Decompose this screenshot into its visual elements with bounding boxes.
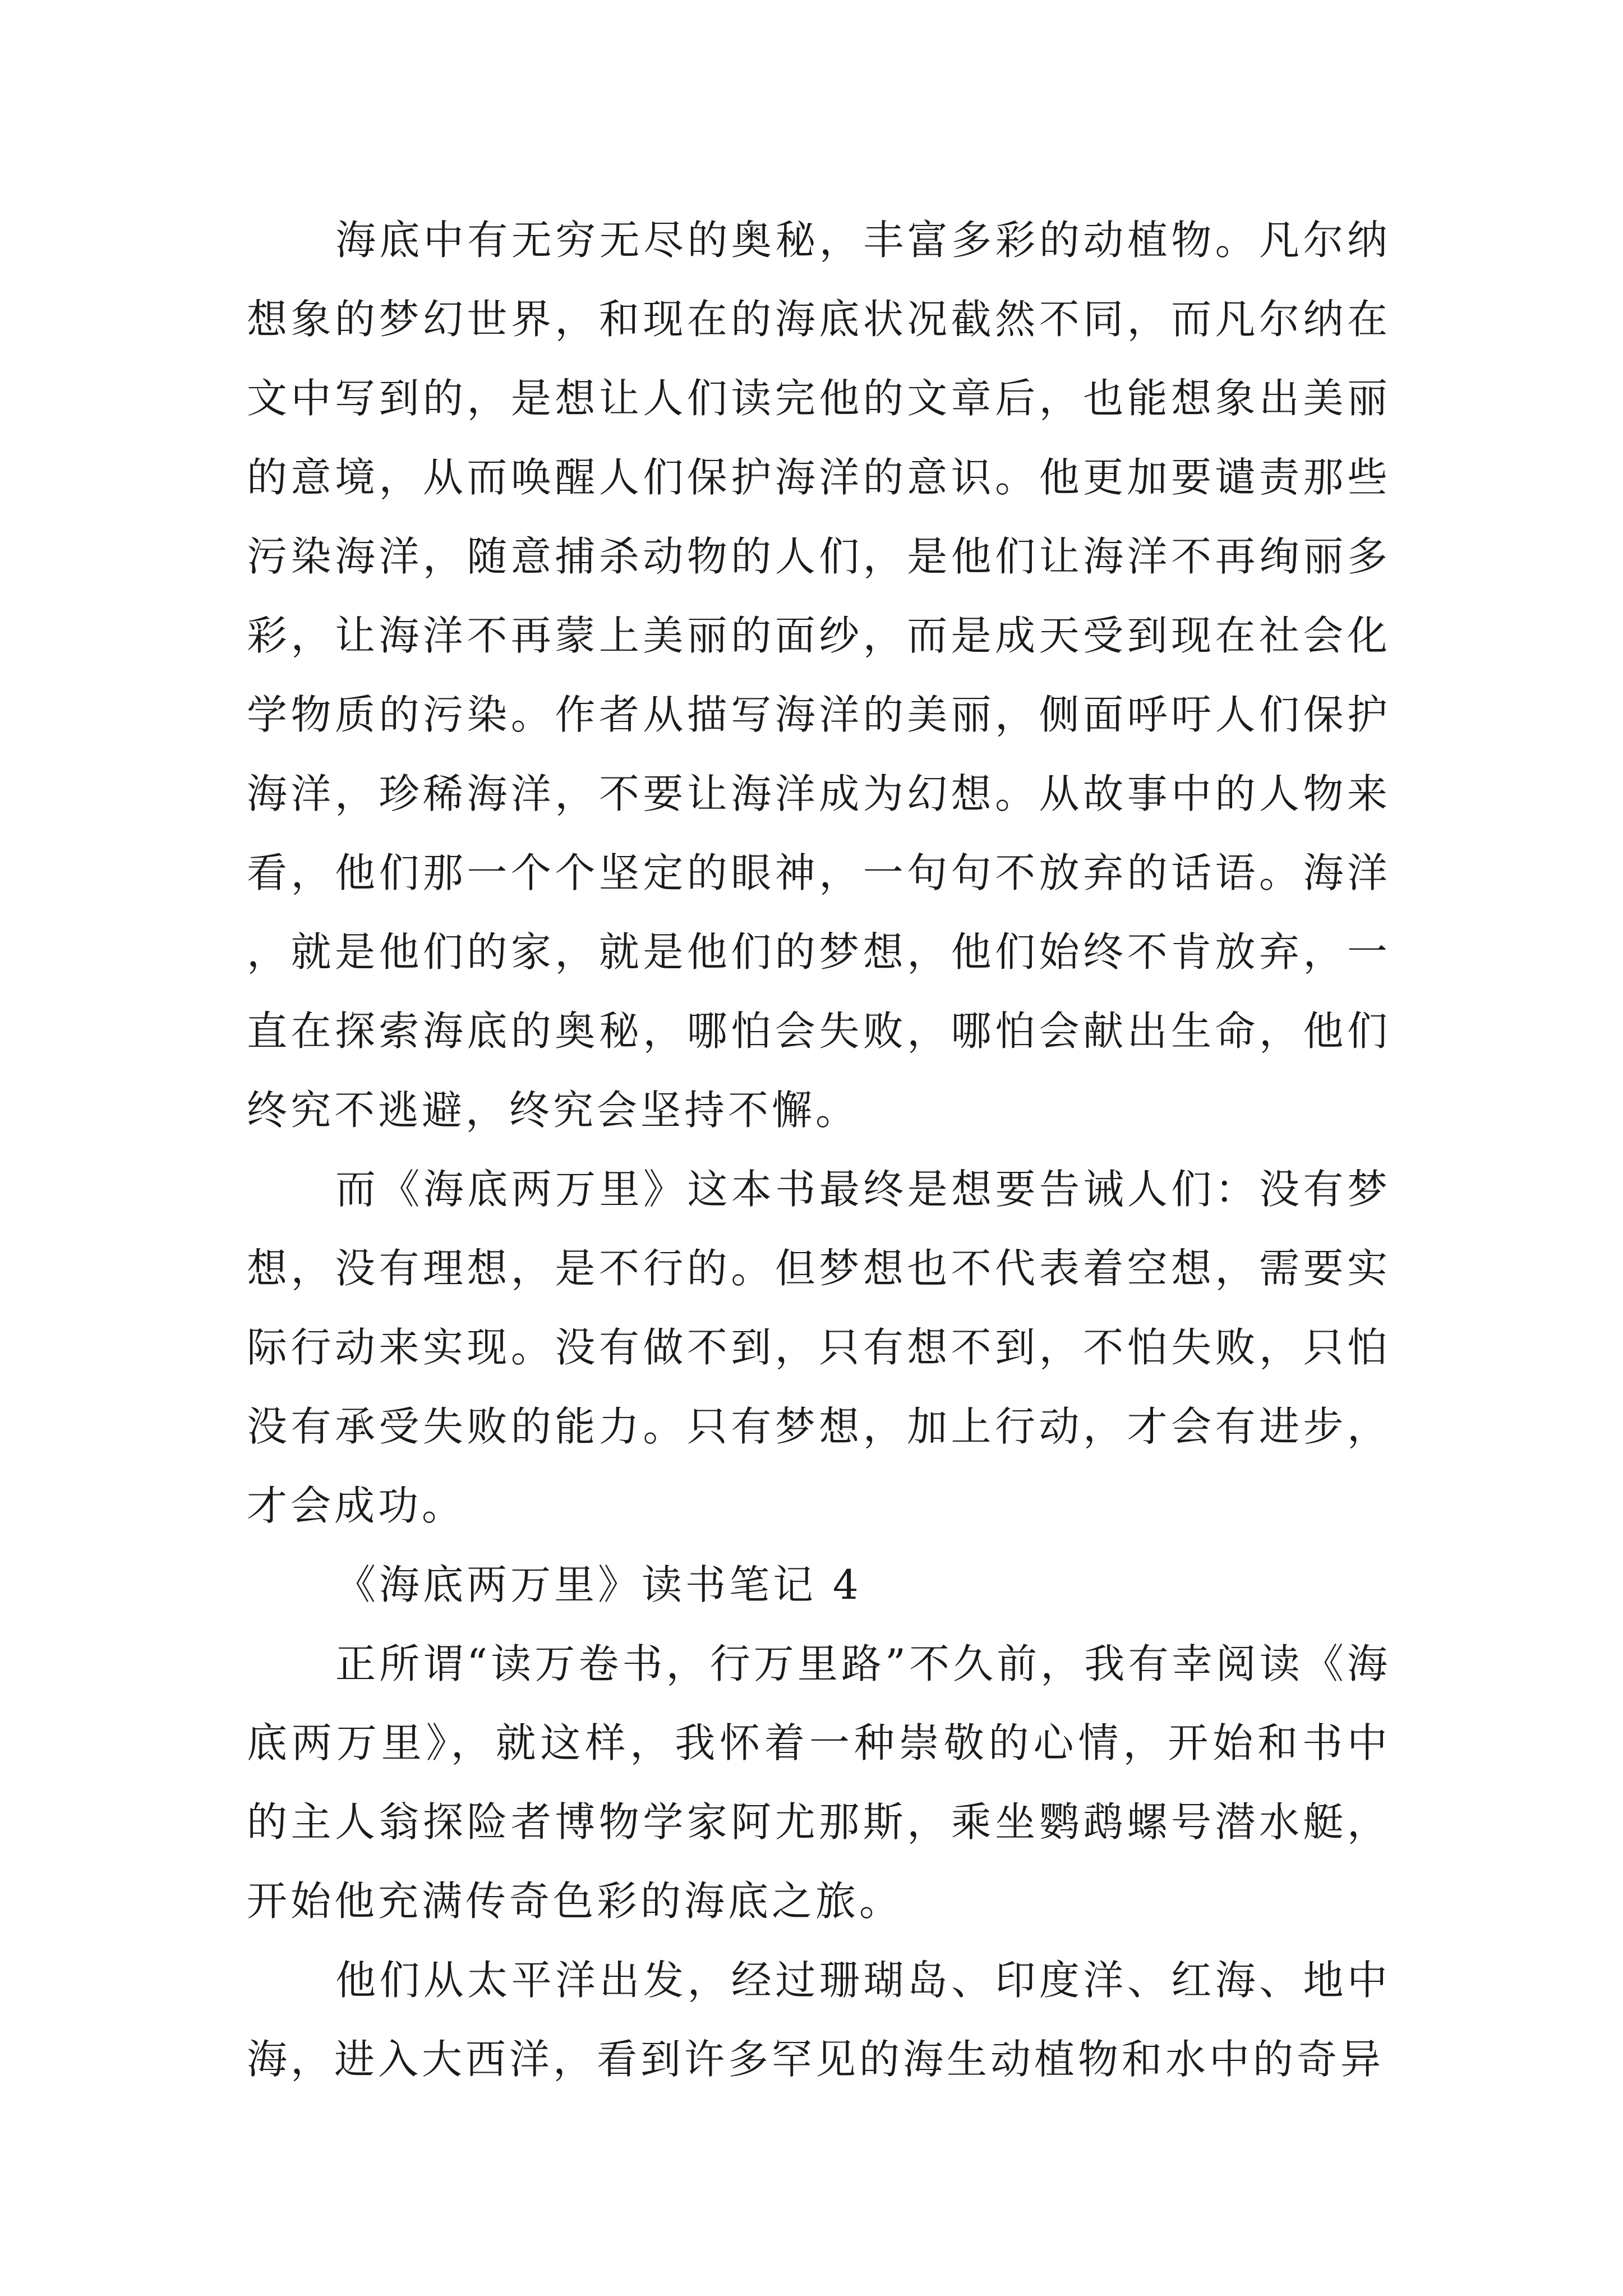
section-heading: 《海底两万里》读书笔记 4 [335, 1561, 862, 1608]
paragraph-ocean-mysteries: 海底中有无穷无尽的奥秘，丰富多彩的动植物。凡尔纳想象的梦幻世界，和现在的海底状况截然不同，而凡尔纳在文中写到的，是想让人们读完他的文章后，也能想象出美丽的意境，从而唤醒人们保护海洋的意识。他更加要谴责那些污染海洋，随意捕杀动物的人们，是他们让海洋不再绚丽多彩，让海洋不再蒙上美丽的面纱，而是成天受到现在社会化学物质的污染。作者从描写海洋的美丽，侧面呼吁人们保护海洋，珍稀海洋，不要让海洋成为幻想。从故事中的人物来看，他们那一个个坚定的眼神，一句句不放弃的话语。海洋，就是他们的家，就是他们的梦想，他们始终不肯放弃，一直在探索海底的奥秘，哪怕会失败，哪怕会献出生命，他们终究不逃避，终究会坚持不懈。 [247, 217, 1391, 1134]
document-body [247, 201, 1391, 2099]
paragraph-reading-intro: 正所谓“读万卷书，行万里路”不久前，我有幸阅读《海底两万里》，就这样，我怀着一种崇敬的心情，开始和书中的主人翁探险者博物学家阿尤那斯，乘坐鹦鹉螺号潜水艇，开始他充满传奇色彩的海底之旅。 [247, 1640, 1391, 1925]
paragraph-book-message: 而《海底两万里》这本书最终是想要告诫人们：没有梦想，没有理想，是不行的。但梦想也不代表着空想，需要实际行动来实现。没有做不到，只有想不到，不怕失败，只怕没有承受失败的能力。只有梦想，加上行动，才会有进步，才会成功。 [247, 1166, 1391, 1529]
paragraph-voyage-route: 他们从太平洋出发，经过珊瑚岛、印度洋、红海、地中海，进入大西洋，看到许多罕见的海生动植物和水中的奇异 [247, 1957, 1391, 2083]
